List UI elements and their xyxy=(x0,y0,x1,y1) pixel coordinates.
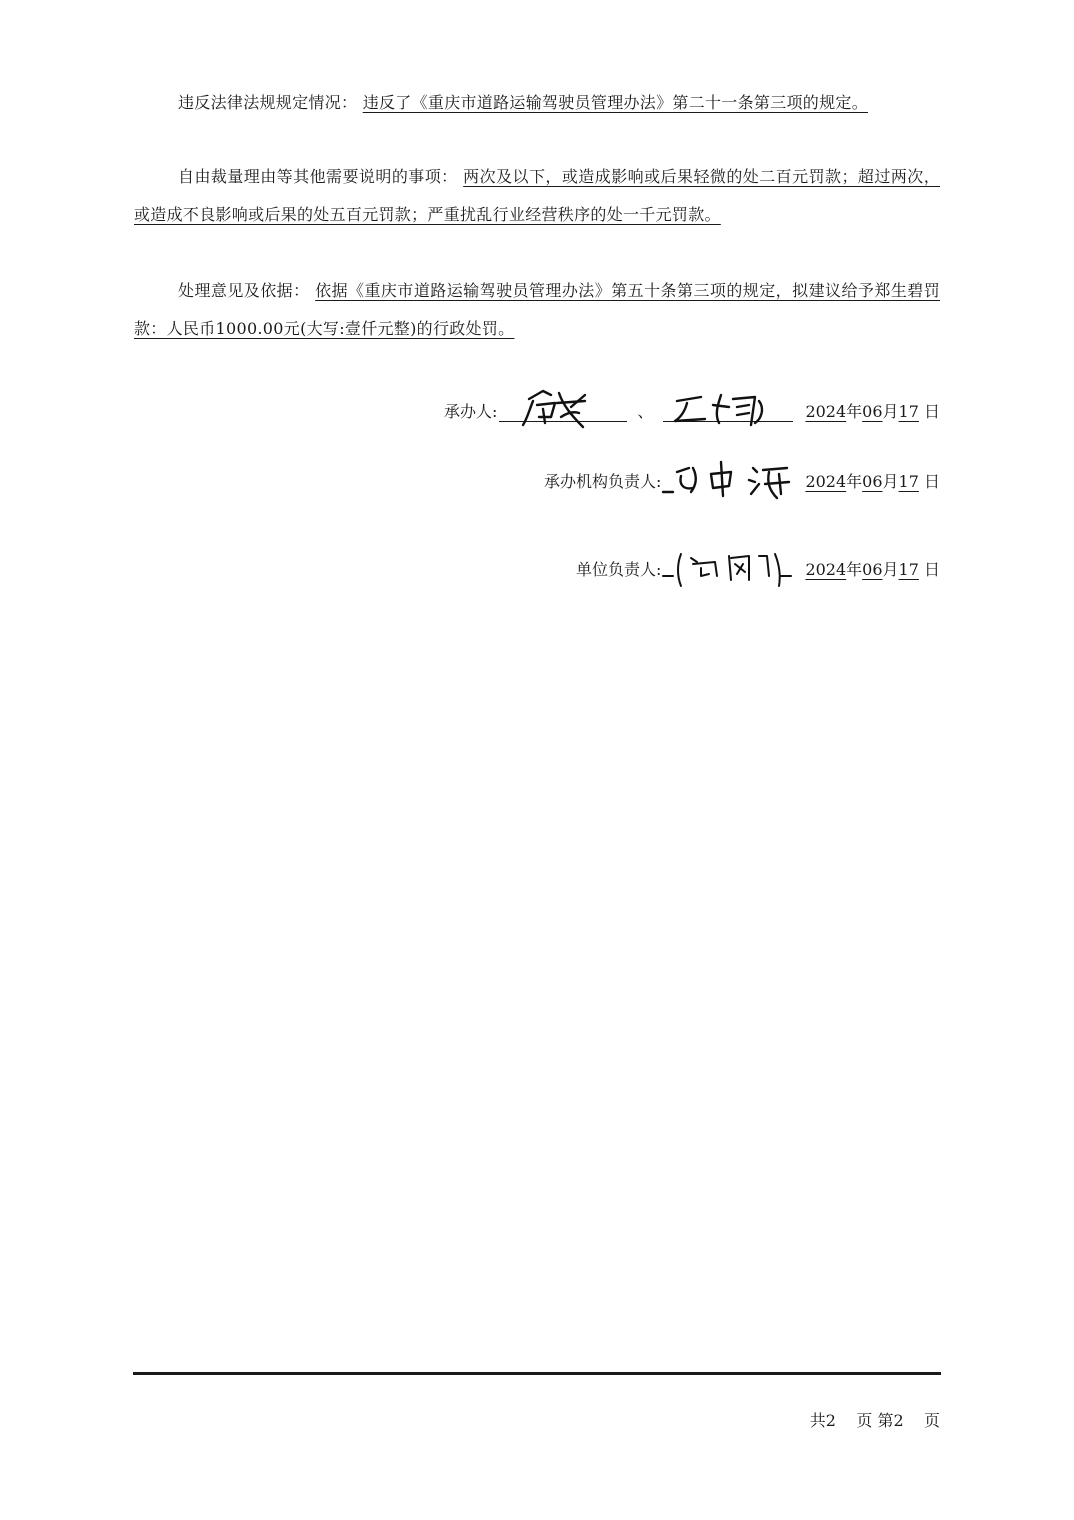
handler-date-day: 17 xyxy=(898,402,919,421)
current-page: 2 xyxy=(893,1411,904,1430)
total-pages: 2 xyxy=(825,1411,836,1430)
decision-section xyxy=(134,272,940,348)
dept-head-date-day: 17 xyxy=(898,472,919,491)
handler-signature-line: 承办人: 、 2024年06月17 日 xyxy=(444,382,940,422)
page-footer: 共2 页 第2 页 xyxy=(809,1411,940,1430)
violation-section xyxy=(134,84,940,122)
decision-value: 依据《重庆市道路运输驾驶员管理办法》第五十条第三项的规定，拟建议给予郑生碧罚款：人民币1000.00元(大写:壹仟元整)的行政处罚。 xyxy=(134,281,941,338)
discretion-value: 两次及以下，或造成影响或后果轻微的处二百元罚款；超过两次，或造成不良影响或后果的处五百元罚款；严重扰乱行业经营秩序的处一千元罚款。 xyxy=(134,167,941,224)
handwritten-signature-1 xyxy=(499,387,627,427)
dept-head-date-year: 2024 xyxy=(805,472,847,491)
handler-signature-2 xyxy=(663,395,793,422)
dept-head-label: 承办机构负责人: xyxy=(544,472,662,491)
decision-label: 处理意见及依据： xyxy=(178,281,310,300)
handwritten-signature-4 xyxy=(663,546,793,586)
unit-head-label: 单位负责人: xyxy=(576,560,662,579)
handler-label: 承办人: xyxy=(444,402,498,421)
violation-label: 违反法律法规规定情况： xyxy=(178,93,358,112)
unit-head-date-month: 06 xyxy=(862,560,883,579)
dept-head-signature-line: 承办机构负责人: 2024年06月17 日 xyxy=(544,452,940,492)
handler-date-month: 06 xyxy=(862,402,883,421)
handwritten-signature-2 xyxy=(663,387,793,427)
unit-head-date-year: 2024 xyxy=(805,560,847,579)
handler-date-year: 2024 xyxy=(805,402,847,421)
handler-signature-1 xyxy=(499,395,627,422)
violation-value: 违反了《重庆市道路运输驾驶员管理办法》第二十一条第三项的规定。 xyxy=(362,93,869,112)
dept-head-date-month: 06 xyxy=(862,472,883,491)
unit-head-date-day: 17 xyxy=(898,560,919,579)
unit-head-signature xyxy=(663,554,793,580)
handwritten-signature-3 xyxy=(663,458,793,498)
footer-divider xyxy=(133,1372,941,1375)
discretion-label: 自由裁量理由等其他需要说明的事项： xyxy=(178,167,458,186)
handler-separator: 、 xyxy=(637,402,654,421)
unit-head-signature-line: 单位负责人: 2024年06月17 日 xyxy=(576,540,940,580)
discretion-section xyxy=(134,158,940,234)
dept-head-signature xyxy=(663,466,793,492)
